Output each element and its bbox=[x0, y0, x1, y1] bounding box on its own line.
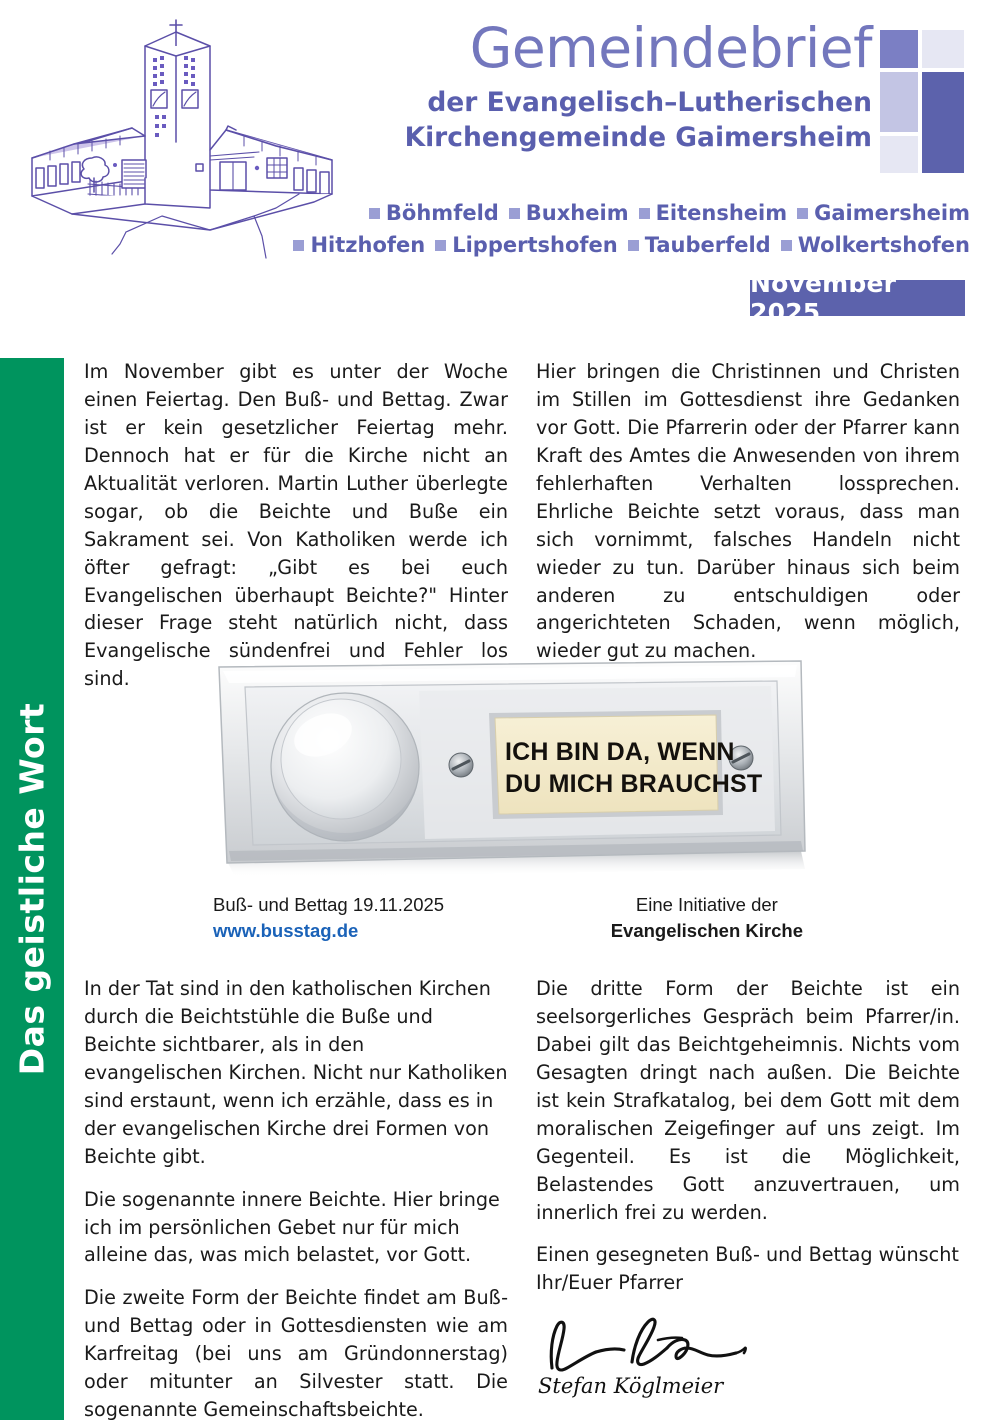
village-label: Tauberfeld bbox=[644, 232, 771, 257]
screw bbox=[449, 753, 473, 777]
article-body bbox=[84, 358, 976, 1420]
village-row-1 bbox=[280, 198, 970, 230]
caption-date: Buß- und Bettag 19.11.2025 bbox=[213, 894, 445, 915]
section-tab bbox=[0, 358, 64, 1420]
paragraph: Die sogenannte innere Beichte. Hier bringe ich im persönlichen Gebet nur für mich alleine das, was mich belastet, vor Gott. bbox=[84, 1187, 500, 1267]
square-bullet-icon bbox=[639, 208, 650, 219]
village-list bbox=[280, 198, 970, 261]
village-label: Eitensheim bbox=[655, 201, 788, 225]
doorbell-photo bbox=[205, 655, 815, 887]
paragraph: Die dritte Form der Beichte ist ein seelsorgerliches Gespräch beim Pfarrer/in. Dabei gilt das Beichtgeheimnis. Nichts vom Gesagten dringt nach außen. Die Beichte ist kein Strafkatalog, bei dem Gott mit dem moralischen Zeigefinger auf uns zeigt. Im Gegenteil. Es ist die Möglichkeit, Belastendes Gott anzuvertrauen, um innerlich frei zu werden. bbox=[536, 977, 960, 1224]
signature-block bbox=[536, 1312, 960, 1398]
village-row-2 bbox=[280, 230, 970, 262]
subtitle-line-2: Kirchengemeinde Gaimersheim bbox=[404, 122, 872, 154]
paragraph: Hier bringen die Christinnen und Christen im Stillen im Gottesdienst ihre Gedanken vor Gott. Die Pfarrerin oder der Pfarrer kann Kraft des Amtes die Anwesenden von ihrem fehlerhaften Verhalten lossprechen. Ehrliche Beichte setzt voraus, dass man sich vornimmt, falsches Handeln nicht wieder zu tun. Darüber hinaus sich beim anderen zu entschuldigen oder angerichteten Schaden, wenn möglich, wieder gut zu machen. bbox=[536, 360, 960, 663]
square-bullet-icon bbox=[628, 240, 639, 251]
figure-caption-right bbox=[611, 892, 803, 944]
square-bullet-icon bbox=[435, 240, 446, 251]
issue-date-badge: November 2025 bbox=[750, 280, 965, 316]
masthead bbox=[0, 0, 1000, 340]
village-label: Wolkertshofen bbox=[797, 232, 970, 257]
left-column-lower bbox=[84, 975, 508, 1424]
closing-paragraph: Einen gesegneten Buß- und Bettag wünscht Ihr/Euer Pfarrer bbox=[536, 1243, 959, 1295]
village-label: Lippertshofen bbox=[452, 232, 618, 257]
paragraph: In der Tat sind in den katholischen Kirchen durch die Beichtstühle die Buße und Beichte sichtbarer, als in den evangelischen Kirchen. Nicht nur Katholiken sind erstaunt, wenn ich erzähle, dass es in der evangelischen Kirche drei Formen von Beichte gibt. bbox=[84, 977, 508, 1168]
section-tab-label: Das geistliche Wort bbox=[12, 702, 52, 1076]
square-bullet-icon bbox=[369, 208, 380, 219]
caption-url[interactable]: www.busstag.de bbox=[213, 919, 359, 941]
handwritten-signature-icon bbox=[540, 1312, 770, 1378]
svg-text:DU MICH BRAUCHST: DU MICH BRAUCHST bbox=[505, 770, 763, 798]
svg-text:ICH BIN DA, WENN: ICH BIN DA, WENN bbox=[505, 738, 735, 766]
paragraph: Im November gibt es unter der Woche einen Feiertag. Den Buß- und Bettag. Zwar ist er kein gesetzlicher Feiertag mehr. Dennoch hat er für die Kirche nicht an Aktualität verloren. Martin Luther überlegte sogar, ob die Beichte und Buße ein Sakrament sei. Von Katholiken werde ich öfter gefragt: „Gibt es bei euch Evangelischen überhaupt Beichte?" Hinter dieser Frage steht natürlich nicht, dass Evangelische sündenfrei und Fehler los sind. bbox=[84, 360, 508, 691]
village-label: Böhmfeld bbox=[385, 201, 499, 225]
doorbell-figure bbox=[205, 655, 815, 945]
subtitle-line-1: der Evangelisch–Lutherischen bbox=[427, 87, 872, 119]
village-label: Hitzhofen bbox=[310, 232, 426, 257]
title-block bbox=[360, 16, 872, 156]
caption-organisation: Evangelischen Kirche bbox=[610, 919, 803, 941]
village-label: Buxheim bbox=[525, 201, 629, 225]
square-bullet-icon bbox=[781, 240, 792, 251]
figure-caption-left bbox=[213, 892, 444, 944]
village-label: Gaimersheim bbox=[814, 201, 970, 225]
signature-name: Stefan Köglmeier bbox=[538, 1374, 724, 1399]
square-bullet-icon bbox=[509, 208, 520, 219]
logo-squares-icon bbox=[880, 30, 964, 173]
page-title: Gemeindebrief bbox=[469, 16, 872, 80]
caption-initiative: Eine Initiative der bbox=[635, 894, 778, 915]
left-column bbox=[84, 358, 508, 693]
square-bullet-icon bbox=[293, 240, 304, 251]
paragraph: Die zweite Form der Beichte findet am Buß- und Bettag oder in Gottesdiensten wie am Karfreitag (bei uns am Gründonnerstag) oder mitunter an Silvester statt. Die sogenannte Gemeinschaftsbeichte. bbox=[84, 1286, 508, 1422]
square-bullet-icon bbox=[797, 208, 808, 219]
right-column-lower bbox=[536, 975, 960, 1398]
right-column bbox=[536, 358, 960, 665]
